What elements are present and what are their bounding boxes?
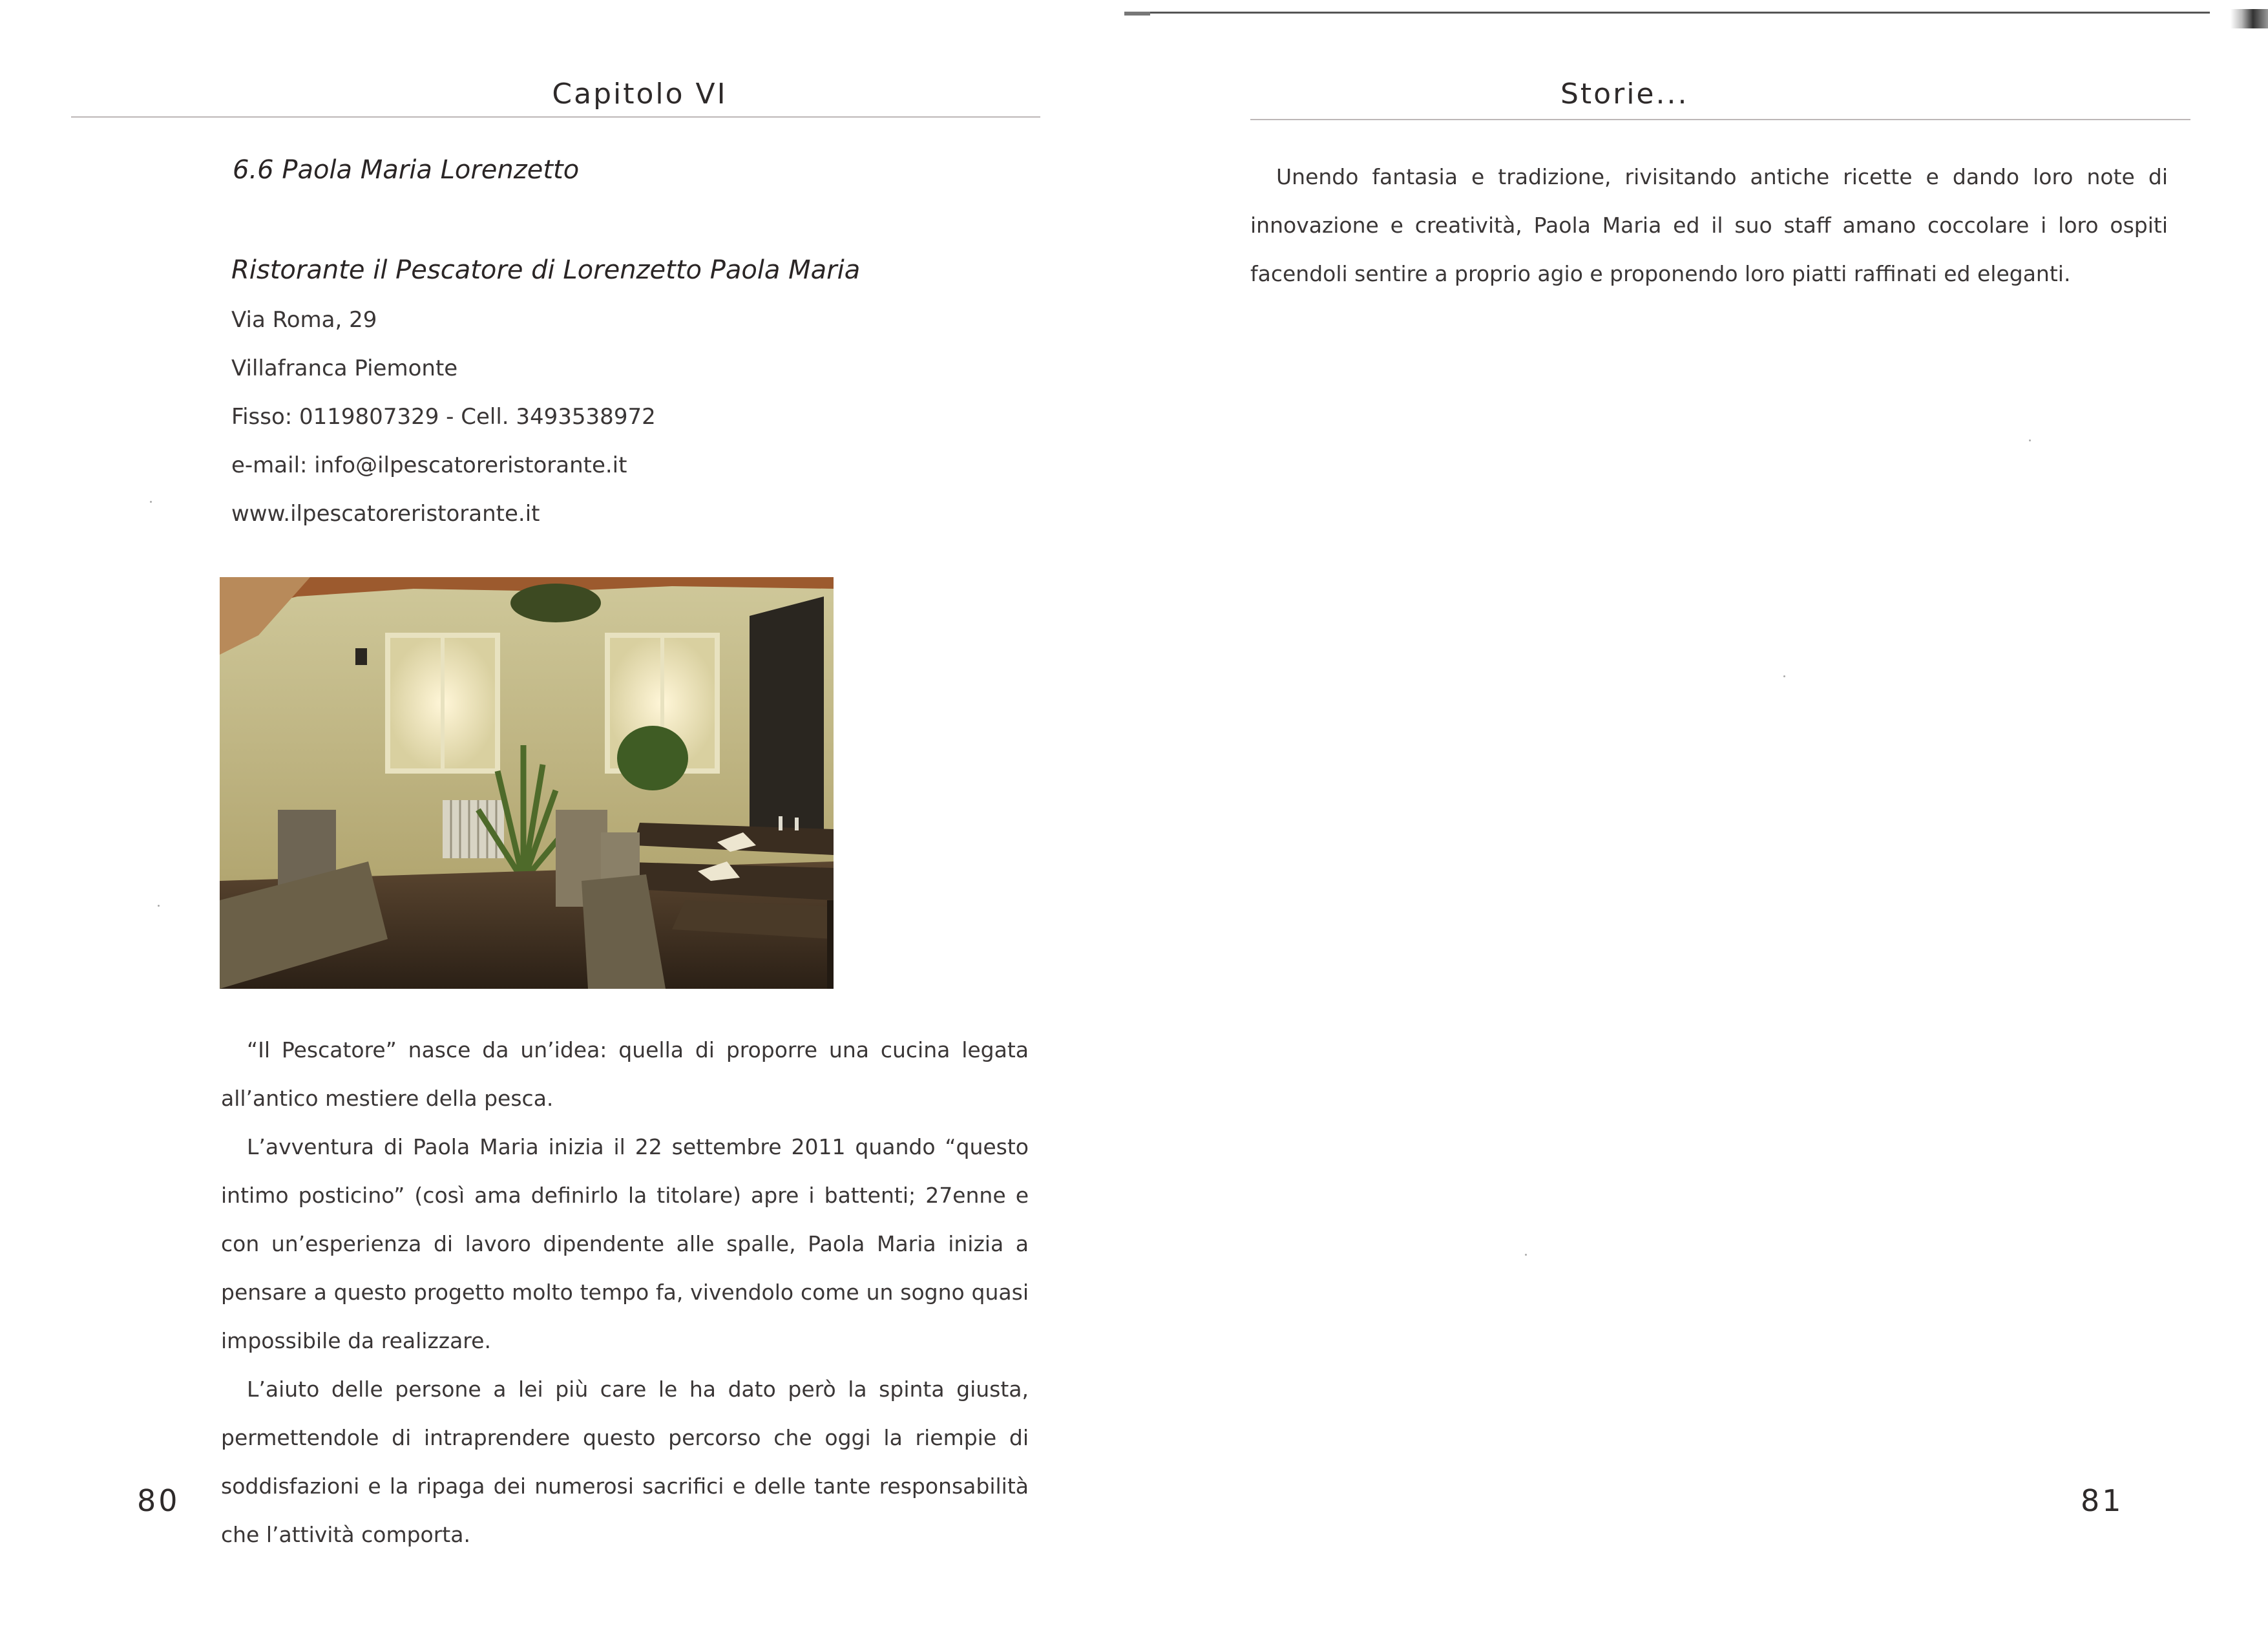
- scan-speck: [1525, 1254, 1527, 1256]
- body-text-left: [221, 1026, 1029, 1559]
- paragraph: L’aiuto delle persone a lei più care le ha dato però la spinta giusta, permettendole di intraprendere questo percorso che oggi la riempie di soddisfazioni e la ripaga dei numerosi sacrifici e delle tante responsabilità che l’attività comporta.: [221, 1377, 1029, 1547]
- restaurant-interior-illustration: [220, 577, 834, 989]
- header-rule-right: [1250, 119, 2190, 120]
- header-rule-left: [71, 116, 1040, 118]
- page-number-left: 80: [137, 1483, 180, 1518]
- paragraph: Unendo fantasia e tradizione, rivisitando antiche ricette e dando loro note di innovazione e creatività, Paola Maria ed il suo staff amano coccolare i loro ospiti facendoli sentire a proprio agio e proponendo loro piatti raffinati ed eleganti.: [1250, 164, 2168, 286]
- paragraph: “Il Pescatore” nasce da un’idea: quella di proporre una cucina legata all’antico mestiere della pesca.: [221, 1037, 1029, 1111]
- contact-city: Villafranca Piemonte: [231, 355, 458, 381]
- right-page: [1134, 0, 2268, 1648]
- scan-speck: [2029, 439, 2031, 441]
- scan-speck: [150, 501, 152, 503]
- restaurant-interior-photo: [220, 577, 834, 989]
- contact-email: e-mail: info@ilpescatoreristorante.it: [231, 452, 627, 478]
- restaurant-name: Ristorante il Pescatore di Lorenzetto Paola Maria: [231, 255, 861, 285]
- contact-website: www.ilpescatoreristorante.it: [231, 501, 540, 527]
- section-title: 6.6 Paola Maria Lorenzetto: [233, 155, 580, 185]
- page-number-right: 81: [2081, 1483, 2124, 1518]
- scan-speck: [1783, 675, 1785, 677]
- scan-speck: [158, 905, 160, 907]
- running-head-right: Storie...: [1560, 78, 1689, 111]
- running-head-left: Capitolo VI: [552, 78, 728, 111]
- contact-address: Via Roma, 29: [231, 307, 377, 333]
- contact-list: [231, 304, 656, 546]
- contact-phone: Fisso: 0119807329 - Cell. 3493538972: [231, 404, 656, 430]
- body-text-right: [1250, 153, 2168, 298]
- paragraph: L’avventura di Paola Maria inizia il 22 settembre 2011 quando “questo intimo posticino” (così ama definirlo la titolare) apre i battenti; 27enne e con un’esperienza di lavoro dipendente alle spalle, Paola Maria inizia a pensare a questo progetto molto tempo fa, vivendolo come un sogno quasi impossibile da realizzare.: [221, 1134, 1029, 1353]
